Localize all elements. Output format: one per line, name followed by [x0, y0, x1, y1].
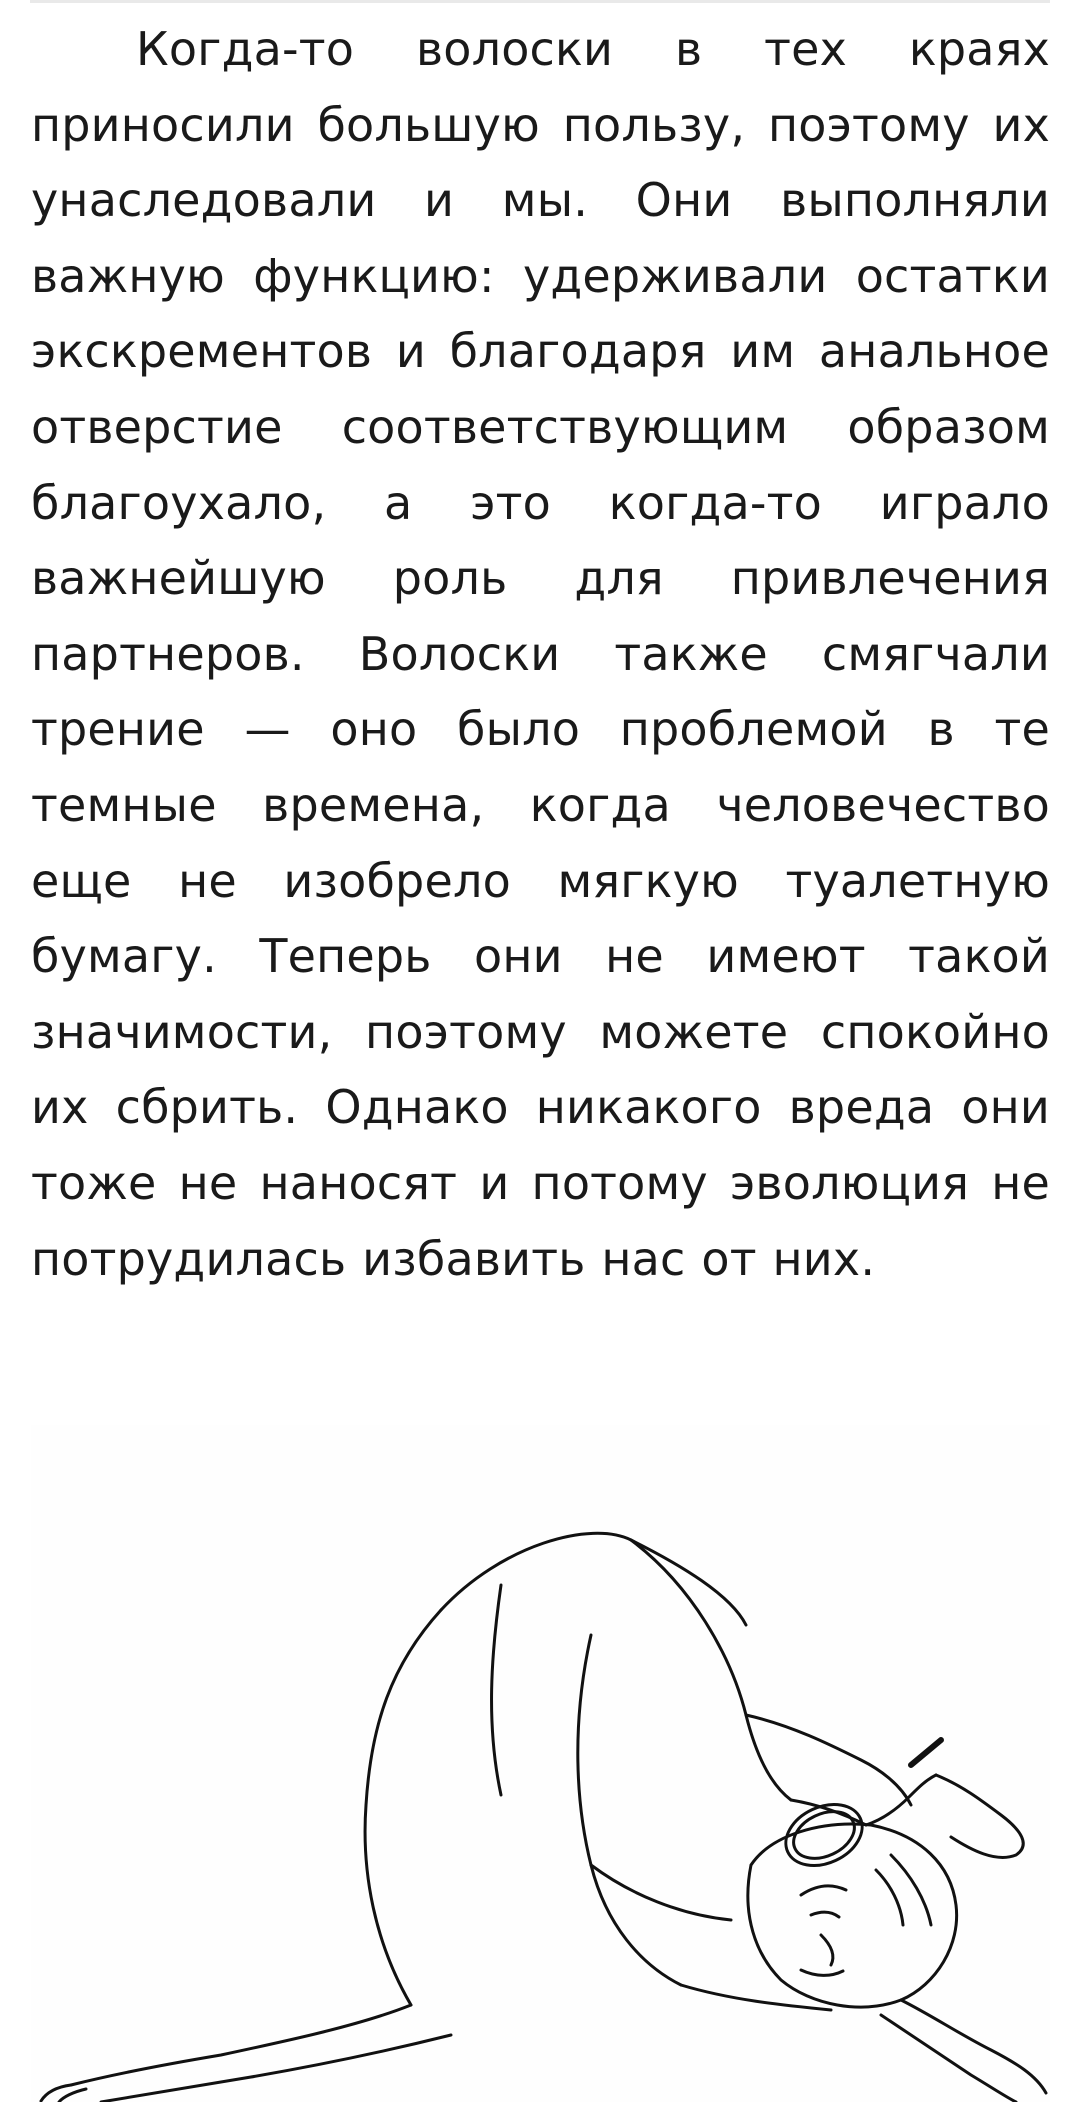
top-divider: [30, 0, 1050, 3]
article-body: [31, 12, 1050, 1297]
article-paragraph: Когда-то волоски в тех краях приносили большую пользу, поэтому их унаследовали и мы. Они выполняли важную функцию: удерживали остатки экскрементов и благодаря им анальное отверстие соответствующим образом благоухало, а это когда-то играло важнейшую роль для привлечения партнеров. Волоски также смягчали трение — оно было проблемой в те темные времена, когда человечество еще не изобрело мягкую туалетную бумагу. Теперь они не имеют такой значимости, поэтому можете спокойно их сбрить. Однако никакого вреда они тоже не наносят и потому эволюция не потрудилась избавить нас от них.: [31, 22, 1050, 1286]
curled-man-illustration: [31, 1425, 1050, 2102]
illustration: [31, 1425, 1050, 2102]
